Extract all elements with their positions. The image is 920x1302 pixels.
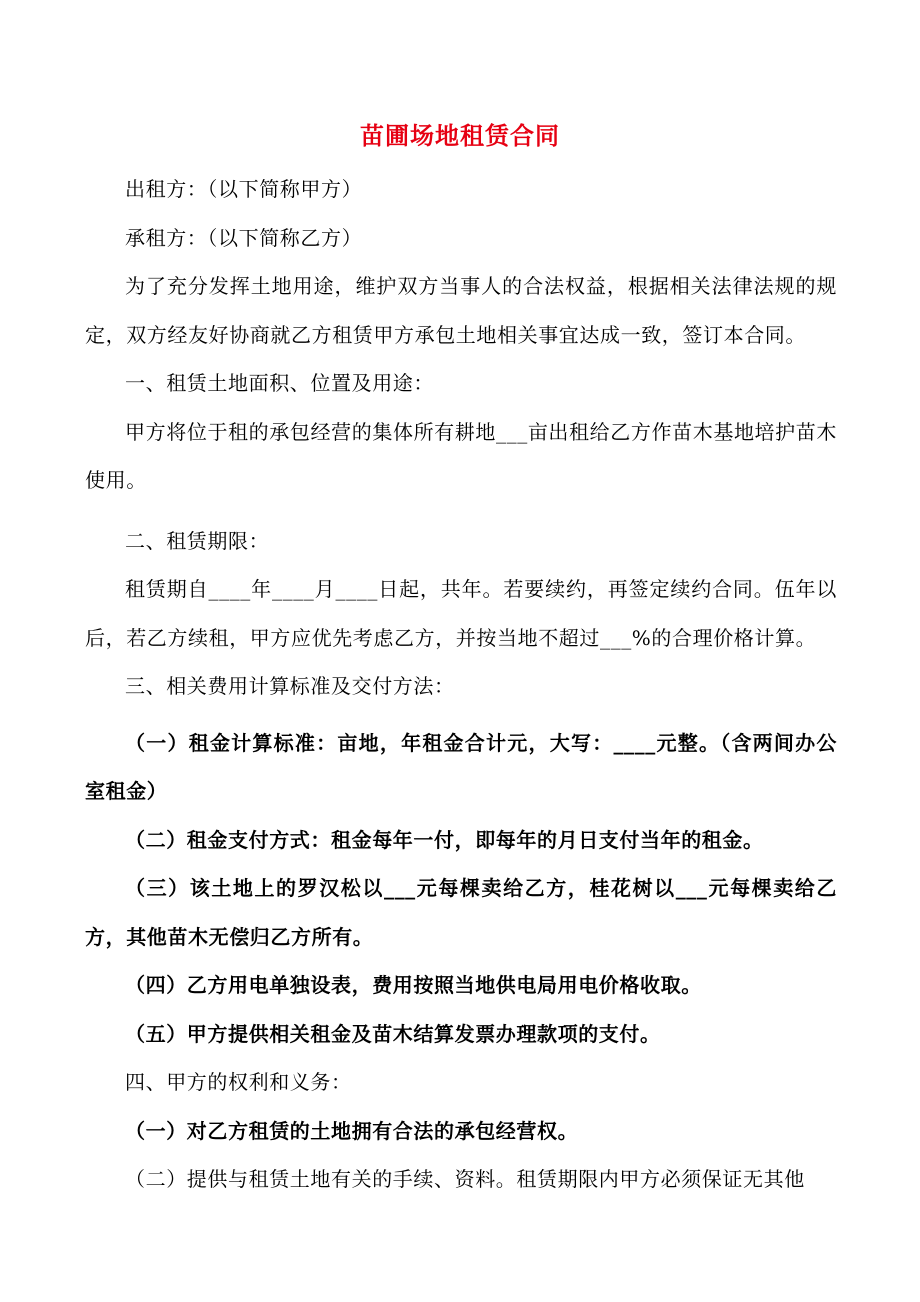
section-4-item-2: （二）提供与租赁土地有关的手续、资料。租赁期限内甲方必须保证无其他 [125,1167,805,1191]
section-3-heading: 三、相关费用计算标准及交付方法： [125,674,455,698]
section-2-heading: 二、租赁期限： [125,528,270,553]
section-3-item-4: （四）乙方用电单独设表，费用按照当地供电局用电价格收取。 [125,973,702,997]
section-2-body: 租赁期自____年____月____日起，共年。若要续约，再签定续约合同。伍年以后，若乙方续租，甲方应优先考虑乙方，并按当地不超过___%的合理价格计算。 [85,577,837,650]
lessor-line: 出租方：（以下简称甲方） [125,177,363,201]
preamble-paragraph: 为了充分发挥土地用途，维护双方当事人的合法权益，根据相关法律法规的规定，双方经友好协商就乙方租赁甲方承包土地相关事宜达成一致，签订本合同。 [85,274,837,347]
document-body [85,165,837,1204]
section-1-heading: 一、租赁土地面积、位置及用途： [125,371,434,395]
section-3-item-5: （五）甲方提供相关租金及苗木结算发票办理款项的支付。 [125,1021,661,1046]
document-title: 苗圃场地租赁合同 [360,121,560,150]
section-3-item-3: （三）该土地上的罗汉松以___元每棵卖给乙方，桂花树以___元每棵卖给乙方，其他苗木无偿归乙方所有。 [85,876,837,949]
section-4-heading: 四、甲方的权利和义务： [125,1070,352,1094]
section-3-item-1: （一）租金计算标准：亩地，年租金合计元，大写：____元整。（含两间办公室租金） [85,730,837,803]
lessee-line: 承租方：（以下简称乙方） [125,225,363,250]
section-3-item-2: （二）租金支付方式：租金每年一付，即每年的月日支付当年的租金。 [125,827,764,852]
section-4-item-1: （一）对乙方租赁的土地拥有合法的承包经营权。 [125,1118,579,1143]
section-1-body: 甲方将位于租的承包经营的集体所有耕地___亩出租给乙方作苗木基地培护苗木使用。 [85,419,837,492]
